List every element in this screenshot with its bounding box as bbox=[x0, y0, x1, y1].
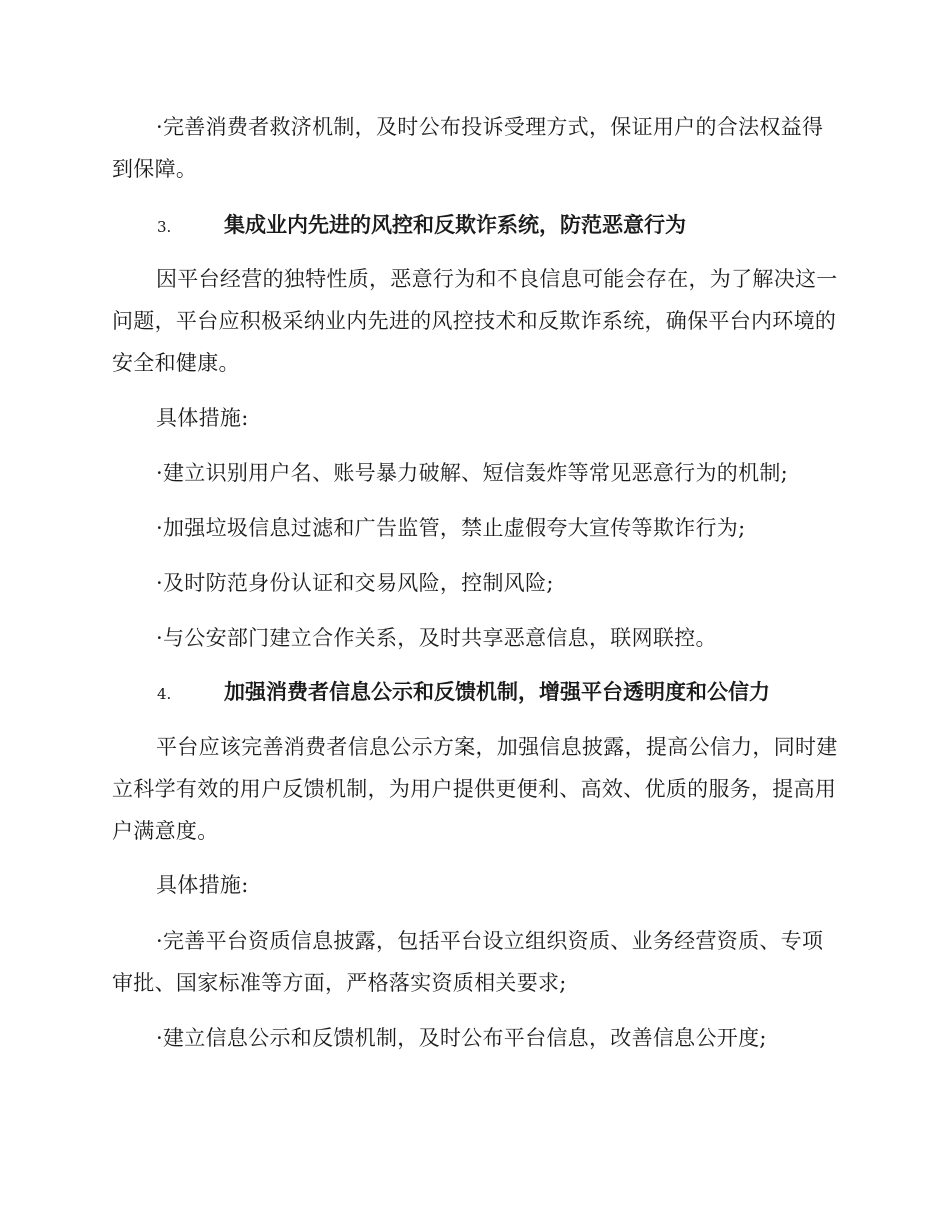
measures-label-2: 具体措施: bbox=[156, 873, 249, 897]
section-3-heading bbox=[157, 204, 857, 248]
bullet-qualification-disclosure: ·完善平台资质信息披露，包括平台设立组织资质、业务经营资质、专项审批、国家标准等方面，严格落实资质相关要求; bbox=[112, 929, 824, 995]
bullet-police-cooperation: ·与公安部门建立合作关系，及时共享恶意信息，联网联控。 bbox=[156, 626, 717, 650]
bullet-spam-filter: ·加强垃圾信息过滤和广告监管，禁止虚假夸大宣传等欺诈行为; bbox=[156, 516, 746, 540]
section-4-number: 4. bbox=[157, 685, 172, 703]
bullet-malicious-detection: ·建立识别用户名、账号暴力破解、短信轰炸等常见恶意行为的机制; bbox=[156, 461, 789, 485]
section-4-title: 加强消费者信息公示和反馈机制，增强平台透明度和公信力 bbox=[224, 680, 770, 704]
bullet-identity-risk: ·及时防范身份认证和交易风险，控制风险; bbox=[156, 571, 554, 595]
section-3-number: 3. bbox=[157, 218, 172, 236]
section-4-heading bbox=[157, 671, 857, 715]
section-3-title: 集成业内先进的风控和反欺诈系统，防范恶意行为 bbox=[224, 213, 686, 237]
measures-label-1: 具体措施: bbox=[156, 406, 249, 430]
paragraph-consumer-relief: ·完善消费者救济机制，及时公布投诉受理方式，保证用户的合法权益得到保障。 bbox=[112, 115, 824, 181]
paragraph-risk-control: 因平台经营的独特性质，恶意行为和不良信息可能会存在，为了解决这一问题，平台应积极采纳业内先进的风控技术和反欺诈系统，确保平台内环境的安全和健康。 bbox=[112, 267, 838, 375]
paragraph-transparency: 平台应该完善消费者信息公示方案，加强信息披露，提高公信力，同时建立科学有效的用户反馈机制，为用户提供更便利、高效、优质的服务，提高用户满意度。 bbox=[112, 735, 838, 843]
bullet-info-publication: ·建立信息公示和反馈机制，及时公布平台信息，改善信息公开度; bbox=[156, 1026, 767, 1050]
